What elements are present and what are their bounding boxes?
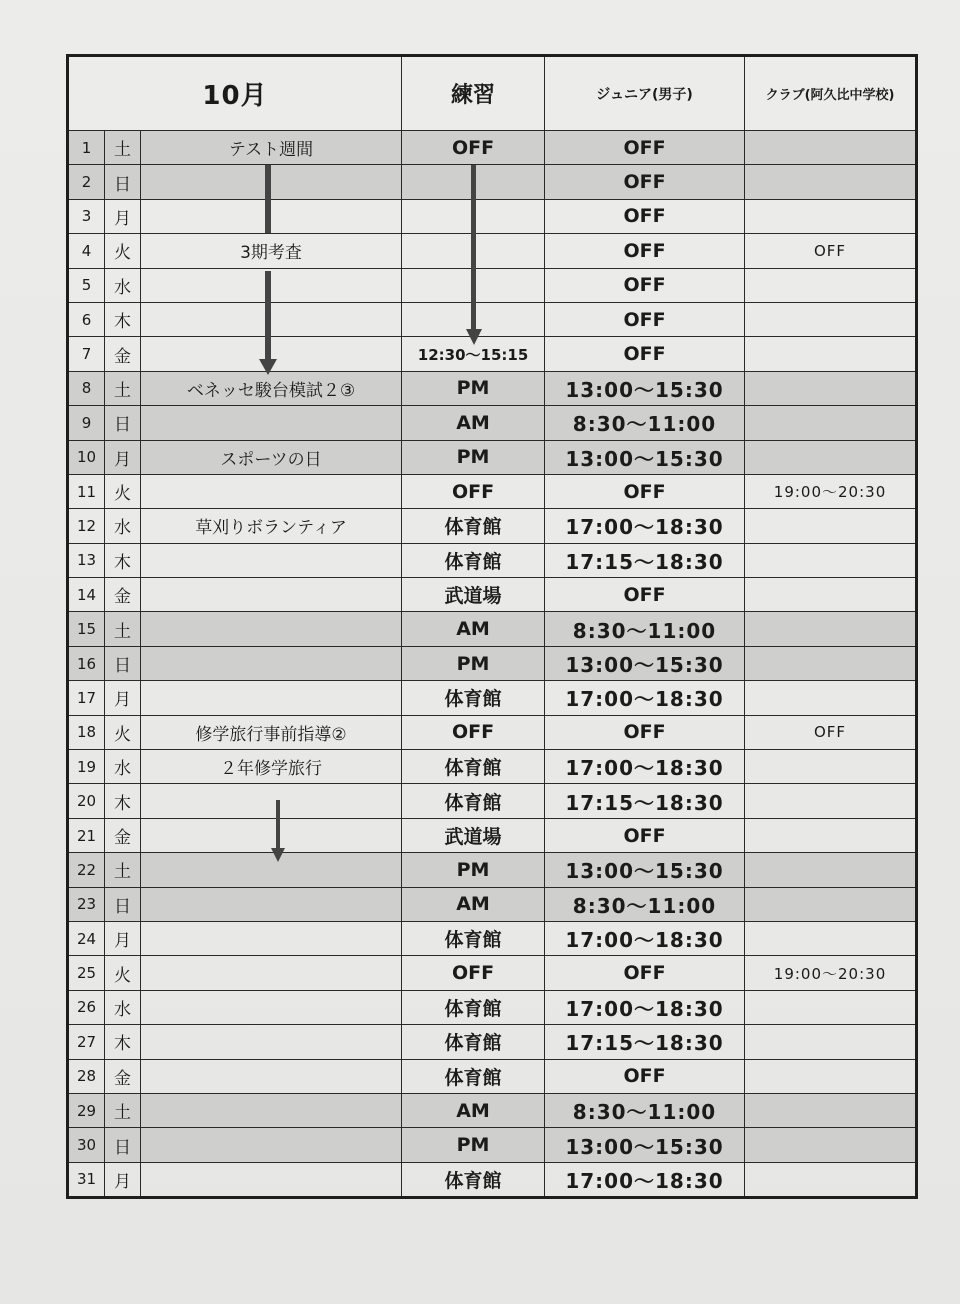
day-cell: 3 <box>68 199 105 233</box>
event-cell <box>141 887 402 921</box>
junior-cell: 17:15～18:30 <box>545 543 745 577</box>
weekday-cell: 日 <box>105 887 141 921</box>
practice-cell: 体育館 <box>402 990 545 1024</box>
practice-cell: AM <box>402 612 545 646</box>
junior-cell: 8:30～11:00 <box>545 1093 745 1127</box>
practice-cell: AM <box>402 406 545 440</box>
schedule-row <box>68 1128 917 1162</box>
junior-cell: OFF <box>545 474 745 508</box>
junior-cell: 17:00～18:30 <box>545 1162 745 1197</box>
day-cell: 6 <box>68 302 105 336</box>
club-cell <box>745 1025 917 1059</box>
weekday-cell: 金 <box>105 578 141 612</box>
schedule-row <box>68 1093 917 1127</box>
event-cell: 3期考査 <box>141 234 402 268</box>
schedule-row <box>68 131 917 165</box>
event-cell: 修学旅行事前指導② <box>141 715 402 749</box>
practice-cell: 体育館 <box>402 1162 545 1197</box>
club-cell <box>745 990 917 1024</box>
day-cell: 14 <box>68 578 105 612</box>
event-cell: テスト週間 <box>141 131 402 165</box>
schedule-row <box>68 990 917 1024</box>
day-cell: 17 <box>68 681 105 715</box>
schedule-row <box>68 750 917 784</box>
practice-cell: OFF <box>402 474 545 508</box>
schedule-row <box>68 302 917 336</box>
schedule-row <box>68 921 917 955</box>
junior-cell: 17:00～18:30 <box>545 509 745 543</box>
club-cell <box>745 406 917 440</box>
weekday-cell: 月 <box>105 199 141 233</box>
event-cell <box>141 1162 402 1197</box>
junior-cell: 8:30～11:00 <box>545 612 745 646</box>
junior-cell: OFF <box>545 131 745 165</box>
day-cell: 13 <box>68 543 105 577</box>
schedule-row <box>68 853 917 887</box>
weekday-cell: 金 <box>105 1059 141 1093</box>
practice-cell: 体育館 <box>402 921 545 955</box>
event-cell <box>141 1025 402 1059</box>
event-cell <box>141 1059 402 1093</box>
club-cell <box>745 818 917 852</box>
practice-cell: AM <box>402 1093 545 1127</box>
event-cell <box>141 474 402 508</box>
weekday-cell: 月 <box>105 1162 141 1197</box>
weekday-cell: 木 <box>105 784 141 818</box>
event-cell <box>141 612 402 646</box>
weekday-cell: 水 <box>105 509 141 543</box>
day-cell: 4 <box>68 234 105 268</box>
junior-cell: 13:00～15:30 <box>545 853 745 887</box>
club-cell <box>745 750 917 784</box>
schedule-row <box>68 956 917 990</box>
club-cell: OFF <box>745 715 917 749</box>
schedule-row <box>68 818 917 852</box>
junior-cell: OFF <box>545 715 745 749</box>
practice-cell: 12:30～15:15 <box>402 337 545 371</box>
schedule-row <box>68 543 917 577</box>
junior-cell: 17:00～18:30 <box>545 990 745 1024</box>
schedule-row <box>68 887 917 921</box>
day-cell: 24 <box>68 921 105 955</box>
junior-cell: OFF <box>545 578 745 612</box>
practice-cell: PM <box>402 1128 545 1162</box>
club-cell <box>745 887 917 921</box>
day-cell: 15 <box>68 612 105 646</box>
header-row <box>68 56 917 131</box>
club-cell <box>745 165 917 199</box>
weekday-cell: 土 <box>105 131 141 165</box>
club-cell <box>745 509 917 543</box>
schedule-row <box>68 268 917 302</box>
day-cell: 12 <box>68 509 105 543</box>
club-cell <box>745 543 917 577</box>
junior-cell: 17:00～18:30 <box>545 681 745 715</box>
weekday-cell: 火 <box>105 234 141 268</box>
weekday-cell: 木 <box>105 1025 141 1059</box>
schedule-row <box>68 440 917 474</box>
schedule-row <box>68 234 917 268</box>
weekday-cell: 日 <box>105 646 141 680</box>
club-cell <box>745 337 917 371</box>
schedule-row <box>68 681 917 715</box>
weekday-cell: 日 <box>105 406 141 440</box>
junior-cell: 17:15～18:30 <box>545 784 745 818</box>
junior-cell: OFF <box>545 302 745 336</box>
practice-cell: PM <box>402 853 545 887</box>
practice-cell: PM <box>402 371 545 405</box>
day-cell: 9 <box>68 406 105 440</box>
event-cell <box>141 921 402 955</box>
practice-cell: PM <box>402 646 545 680</box>
practice-cell: AM <box>402 887 545 921</box>
practice-cell <box>402 302 545 336</box>
weekday-cell: 木 <box>105 543 141 577</box>
club-cell <box>745 1093 917 1127</box>
junior-cell: 8:30～11:00 <box>545 406 745 440</box>
day-cell: 10 <box>68 440 105 474</box>
club-cell <box>745 268 917 302</box>
weekday-cell: 火 <box>105 715 141 749</box>
header-club: クラブ(阿久比中学校) <box>745 56 917 131</box>
junior-cell: OFF <box>545 337 745 371</box>
club-cell <box>745 302 917 336</box>
day-cell: 26 <box>68 990 105 1024</box>
schedule-row <box>68 715 917 749</box>
schedule-row <box>68 646 917 680</box>
day-cell: 21 <box>68 818 105 852</box>
day-cell: 23 <box>68 887 105 921</box>
weekday-cell: 金 <box>105 818 141 852</box>
schedule-row <box>68 509 917 543</box>
weekday-cell: 日 <box>105 165 141 199</box>
day-cell: 7 <box>68 337 105 371</box>
junior-cell: OFF <box>545 199 745 233</box>
event-cell <box>141 165 402 199</box>
schedule-row <box>68 371 917 405</box>
event-cell <box>141 853 402 887</box>
day-cell: 27 <box>68 1025 105 1059</box>
event-cell <box>141 784 402 818</box>
practice-cell: 体育館 <box>402 1025 545 1059</box>
club-cell <box>745 681 917 715</box>
practice-cell: OFF <box>402 131 545 165</box>
day-cell: 22 <box>68 853 105 887</box>
practice-cell <box>402 199 545 233</box>
day-cell: 30 <box>68 1128 105 1162</box>
weekday-cell: 水 <box>105 990 141 1024</box>
club-cell <box>745 371 917 405</box>
practice-cell <box>402 234 545 268</box>
event-cell <box>141 990 402 1024</box>
weekday-cell: 火 <box>105 474 141 508</box>
club-cell <box>745 1059 917 1093</box>
weekday-cell: 月 <box>105 440 141 474</box>
practice-cell: OFF <box>402 956 545 990</box>
day-cell: 19 <box>68 750 105 784</box>
day-cell: 20 <box>68 784 105 818</box>
event-cell <box>141 1128 402 1162</box>
weekday-cell: 土 <box>105 853 141 887</box>
weekday-cell: 水 <box>105 268 141 302</box>
schedule-row <box>68 199 917 233</box>
event-cell <box>141 956 402 990</box>
header-practice: 練習 <box>402 56 545 131</box>
practice-cell: 武道場 <box>402 578 545 612</box>
practice-cell <box>402 165 545 199</box>
practice-cell: 体育館 <box>402 1059 545 1093</box>
schedule-row <box>68 1162 917 1197</box>
event-cell: 草刈りボランティア <box>141 509 402 543</box>
junior-cell: 13:00～15:30 <box>545 646 745 680</box>
weekday-cell: 土 <box>105 371 141 405</box>
junior-cell: OFF <box>545 268 745 302</box>
schedule-row <box>68 784 917 818</box>
schedule-row <box>68 612 917 646</box>
day-cell: 16 <box>68 646 105 680</box>
club-cell <box>745 440 917 474</box>
junior-cell: 17:00～18:30 <box>545 921 745 955</box>
day-cell: 1 <box>68 131 105 165</box>
event-cell <box>141 337 402 371</box>
event-cell <box>141 302 402 336</box>
junior-cell: 13:00～15:30 <box>545 1128 745 1162</box>
header-month: 10月 <box>68 56 402 131</box>
club-cell <box>745 578 917 612</box>
event-cell <box>141 818 402 852</box>
day-cell: 31 <box>68 1162 105 1197</box>
event-cell <box>141 406 402 440</box>
day-cell: 2 <box>68 165 105 199</box>
club-cell <box>745 131 917 165</box>
practice-cell: 体育館 <box>402 681 545 715</box>
practice-cell: PM <box>402 440 545 474</box>
practice-cell: 体育館 <box>402 543 545 577</box>
practice-cell: 武道場 <box>402 818 545 852</box>
event-cell <box>141 268 402 302</box>
weekday-cell: 月 <box>105 921 141 955</box>
weekday-cell: 土 <box>105 1093 141 1127</box>
club-cell: 19:00～20:30 <box>745 956 917 990</box>
schedule-row <box>68 1059 917 1093</box>
junior-cell: OFF <box>545 165 745 199</box>
october-schedule-table <box>66 54 918 1199</box>
day-cell: 18 <box>68 715 105 749</box>
event-cell <box>141 543 402 577</box>
schedule-row <box>68 578 917 612</box>
event-cell: ２年修学旅行 <box>141 750 402 784</box>
club-cell: OFF <box>745 234 917 268</box>
weekday-cell: 月 <box>105 681 141 715</box>
schedule-row <box>68 1025 917 1059</box>
practice-cell: 体育館 <box>402 784 545 818</box>
event-cell: スポーツの日 <box>141 440 402 474</box>
practice-cell <box>402 268 545 302</box>
schedule-row <box>68 337 917 371</box>
club-cell <box>745 853 917 887</box>
junior-cell: 17:15～18:30 <box>545 1025 745 1059</box>
club-cell: 19:00～20:30 <box>745 474 917 508</box>
event-cell <box>141 681 402 715</box>
club-cell <box>745 646 917 680</box>
day-cell: 28 <box>68 1059 105 1093</box>
event-cell: ベネッセ駿台模試２③ <box>141 371 402 405</box>
day-cell: 25 <box>68 956 105 990</box>
weekday-cell: 火 <box>105 956 141 990</box>
club-cell <box>745 921 917 955</box>
practice-cell: 体育館 <box>402 750 545 784</box>
junior-cell: 17:00～18:30 <box>545 750 745 784</box>
weekday-cell: 水 <box>105 750 141 784</box>
event-cell <box>141 646 402 680</box>
club-cell <box>745 1128 917 1162</box>
junior-cell: 13:00～15:30 <box>545 371 745 405</box>
event-cell <box>141 199 402 233</box>
practice-cell: OFF <box>402 715 545 749</box>
club-cell <box>745 1162 917 1197</box>
junior-cell: OFF <box>545 234 745 268</box>
weekday-cell: 金 <box>105 337 141 371</box>
weekday-cell: 土 <box>105 612 141 646</box>
day-cell: 11 <box>68 474 105 508</box>
day-cell: 8 <box>68 371 105 405</box>
event-cell <box>141 578 402 612</box>
club-cell <box>745 199 917 233</box>
schedule-row <box>68 474 917 508</box>
day-cell: 29 <box>68 1093 105 1127</box>
event-cell <box>141 1093 402 1127</box>
junior-cell: OFF <box>545 956 745 990</box>
junior-cell: 13:00～15:30 <box>545 440 745 474</box>
junior-cell: OFF <box>545 1059 745 1093</box>
junior-cell: 8:30～11:00 <box>545 887 745 921</box>
weekday-cell: 日 <box>105 1128 141 1162</box>
club-cell <box>745 784 917 818</box>
club-cell <box>745 612 917 646</box>
junior-cell: OFF <box>545 818 745 852</box>
schedule-row <box>68 165 917 199</box>
day-cell: 5 <box>68 268 105 302</box>
practice-cell: 体育館 <box>402 509 545 543</box>
weekday-cell: 木 <box>105 302 141 336</box>
schedule-body <box>68 131 917 1198</box>
schedule-row <box>68 406 917 440</box>
header-junior: ジュニア(男子) <box>545 56 745 131</box>
